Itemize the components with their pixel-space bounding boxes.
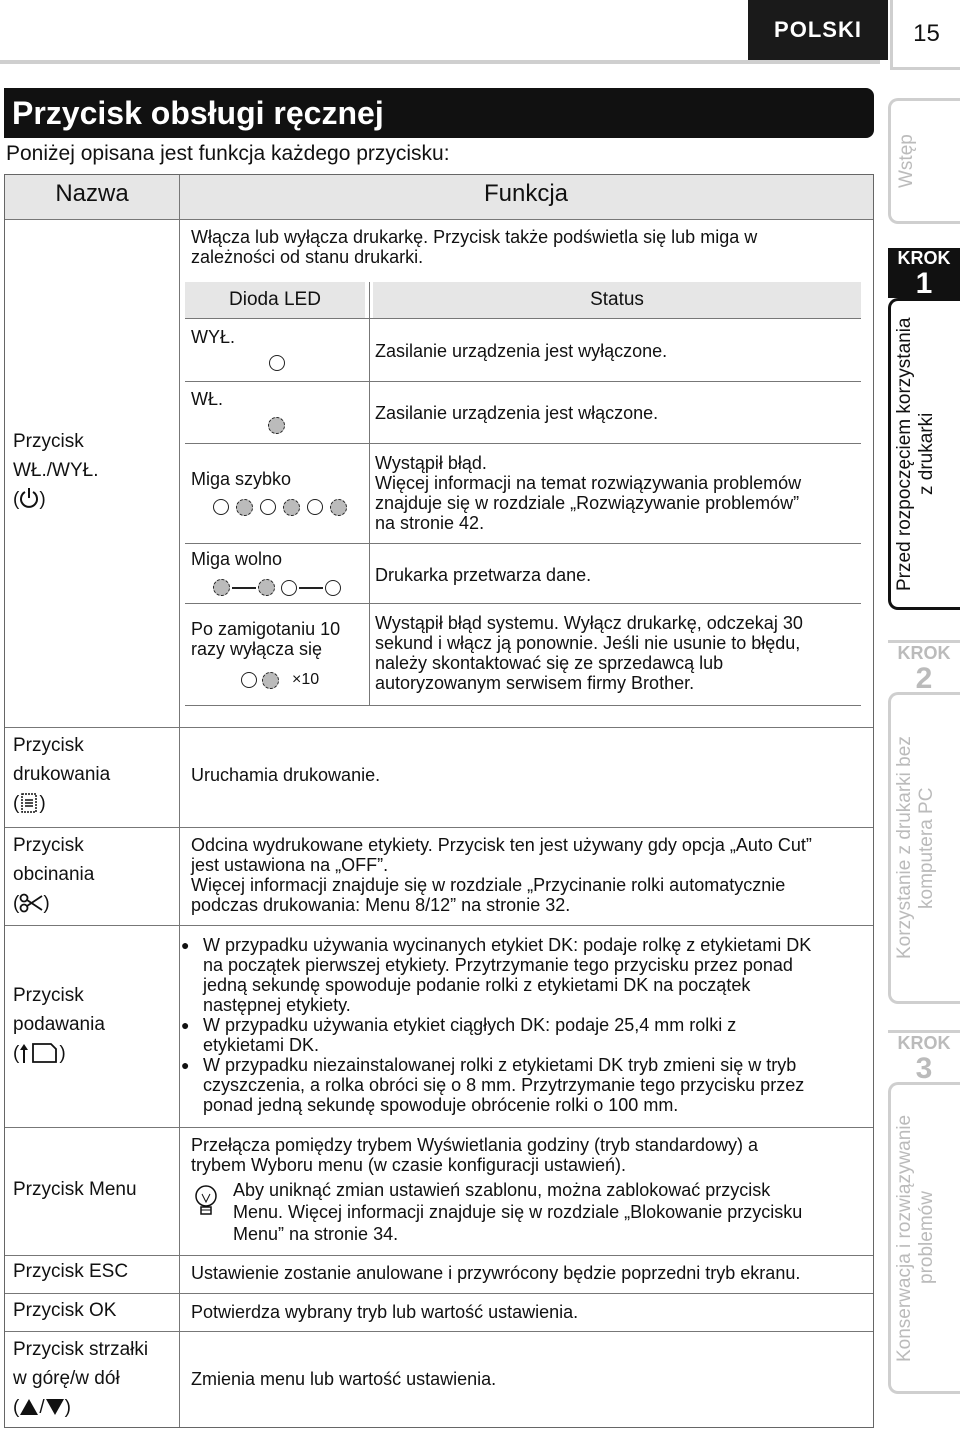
row-divider [5,1331,873,1332]
side-tab-intro-label: Wstęp [896,134,917,188]
status-line: na stronie 42. [375,513,485,533]
column-divider [179,175,180,1427]
desc-line: jest ustawiona na „OFF”. [191,855,389,875]
krok-label: KROK [897,1033,951,1053]
led-status: Zasilanie urządzenia jest włączone. [375,403,659,423]
led-rule [185,543,861,544]
col-function-header: Funkcja [483,180,569,207]
arrows-button-name [13,1335,148,1422]
bullet-line: na początek pierwszej etykiety. Przytrzymanie tego przycisku przez ponad [203,955,793,975]
status-line: Wystąpił błąd systemu. Wyłącz drukarkę, odczekaj 30 [375,613,803,633]
arrow-up-icon [19,1398,39,1416]
status-header: Status [373,282,861,318]
page-title-text: Przycisk obsługi ręcznej [12,94,384,131]
led-rule [185,443,861,444]
led-on-icon [268,417,285,439]
print-description: Uruchamia drukowanie. [191,765,381,785]
intro-text: Poniżej opisana jest funkcja każdego przycisku: [6,142,450,165]
side-tab-krok1-label [894,304,946,604]
tip-lightbulb-icon [193,1183,219,1217]
tab-line: komputera PC [916,787,937,909]
paren: ) [39,489,46,510]
paren: ) [59,1043,66,1064]
led-rule [185,705,861,706]
bullet: ● [181,1017,190,1033]
led-state: WŁ. [191,389,224,409]
esc-button-name: Przycisk ESC [13,1261,129,1282]
bullet: ● [181,1057,190,1073]
name-line: Przycisk [13,985,84,1006]
tab-line: Korzystanie z drukarki bez [894,736,915,960]
side-tab-krok3-label [894,1088,946,1388]
scissors-icon [19,893,43,913]
feed-bullet [203,1015,873,1055]
bullet-line: jedną sekundę spowoduje podanie rolki z etykietami DK na początek [203,975,751,995]
name-line: Przycisk strzałki [13,1339,149,1360]
led-line: razy wyłącza się [191,639,323,659]
ok-button-name: Przycisk OK [13,1300,117,1321]
led-status [375,453,855,533]
led-rule [185,318,861,319]
bullet-line: W przypadku używania etykiet ciągłych DK: podaje 25,4 mm rolki z [203,1015,737,1035]
tip-line: Menu” na stronie 34. [233,1224,399,1244]
paren: ( [13,793,20,814]
power-description [191,227,861,267]
arrows-description: Zmienia menu lub wartość ustawienia. [191,1369,497,1389]
button-table [4,174,874,1428]
row-divider [5,827,873,828]
paren: ( [13,1043,20,1064]
bullet: ● [181,937,190,953]
led-status [375,613,855,693]
paren: ) [43,893,50,914]
bullet-line: W przypadku niezainstalowanej rolki z etykietami DK tryb zmieni się w tryb [203,1055,797,1075]
tip-line: Menu. Więcej informacji znajduje się w rozdziale „Blokowanie przycisku [233,1202,803,1222]
desc-line: Przełącza pomiędzy trybem Wyświetlania godziny (tryb standardowy) a [191,1135,759,1155]
language-label: POLSKI [748,0,888,60]
krok3-badge [888,1030,960,1085]
name-line: podawania [13,1014,105,1035]
led-divider [369,282,370,706]
row-divider [5,925,873,926]
krok-number: 3 [915,1052,933,1085]
cut-button-name [13,831,94,918]
krok-number: 2 [915,662,933,695]
desc-line: trybem Wyboru menu (w czasie konfiguracji ustawień). [191,1155,626,1175]
feed-bullet [203,1055,873,1115]
led-state [191,619,340,659]
menu-description [191,1135,861,1175]
led-status: Drukarka przetwarza dane. [375,565,592,585]
col-name-header: Nazwa [55,180,129,207]
status-line: autoryzowanym serwisem firmy Brother. [375,673,695,693]
led-rule [185,381,861,382]
row-divider [5,727,873,728]
cut-description [191,835,871,915]
name-line: obcinania [13,864,95,885]
status-line: Więcej informacji na temat rozwiązywania problemów [375,473,802,493]
page-number: 15 [890,0,960,70]
bullet-line: ponad jedną sekundę spowoduje obrócenie rolki o 100 mm. [203,1095,679,1115]
krok-label: KROK [897,248,951,268]
krok2-badge [888,640,960,695]
menu-tip [233,1179,873,1245]
paren: ) [39,793,46,814]
feed-icon [19,1042,59,1064]
desc-line: Więcej informacji znajduje się w rozdziale „Przycinanie rolki automatycznie [191,875,786,895]
header-rule [0,60,880,64]
esc-description: Ustawienie zostanie anulowane i przywrócony będzie poprzedni tryb ekranu. [191,1263,801,1283]
status-line: należy skontaktować się ze sprzedawcą lub [375,653,724,673]
led-header: Dioda LED [185,282,365,318]
bullet-line: następnej etykiety. [203,995,351,1015]
feed-bullet [203,935,873,1015]
desc-line: zależności od stanu drukarki. [191,247,424,267]
name-icon-line [13,789,110,818]
tab-line: Konserwacja i rozwiązywanie [894,1114,915,1362]
name-line: WŁ./WYŁ. [13,460,99,481]
bullet-line: etykietami DK. [203,1035,320,1055]
times-label: ×10 [292,671,320,688]
tab-line: problemów [916,1191,937,1285]
power-button-name [13,427,99,514]
row-divider [5,1293,873,1294]
name-icon-line [13,1393,148,1422]
desc-line: Odcina wydrukowane etykiety. Przycisk ten jest używany gdy opcja „Auto Cut” [191,835,812,855]
desc-line: Włącza lub wyłącza drukarkę. Przycisk także podświetla się lub miga w [191,227,758,247]
name-line: drukowania [13,764,111,785]
tab-line: Przed rozpoczęciem korzystania [894,317,915,591]
page-title [4,88,874,138]
led-slow-blink-icon [213,579,341,596]
krok-label: KROK [897,643,951,663]
ok-description: Potwierdza wybrany tryb lub wartość ustawienia. [191,1302,579,1322]
led-off-icon [269,355,285,376]
krok1-badge [888,248,960,298]
tab-line: z drukarki [916,412,937,496]
paren: ( [13,893,20,914]
print-button-name [13,731,110,818]
bullet-line: W przypadku używania wycinanych etykiet DK: podaje rolkę z etykietami DK [203,935,812,955]
row-divider [5,1255,873,1256]
name-icon-line [13,889,94,918]
paren: ( [13,489,20,510]
row-divider [5,1127,873,1128]
feed-button-name [13,981,105,1068]
name-line: Przycisk [13,735,84,756]
side-tab-krok2-label [894,698,946,998]
led-state: WYŁ. [191,327,236,347]
desc-line: podczas drukowania: Menu 8/12” na stronie 32. [191,895,571,915]
paren: ) [64,1397,71,1418]
led-rule [185,603,861,604]
menu-button-name: Przycisk Menu [13,1179,137,1200]
krok-number: 1 [915,267,933,300]
bullet-line: czyszczenia, a rolka obróci się o 8 mm. Przytrzymanie tego przycisku przez [203,1075,805,1095]
led-line: Po zamigotaniu 10 [191,619,341,639]
led-status: Zasilanie urządzenia jest wyłączone. [375,341,668,361]
row-divider [5,219,873,220]
arrow-down-icon [45,1398,65,1416]
print-icon [19,793,39,813]
tip-line: Aby uniknąć zmian ustawień szablonu, można zablokować przycisk [233,1180,771,1200]
led-fast-blink-icon [213,499,347,516]
led-blink-10-icon [241,671,319,689]
led-state: Miga wolno [191,549,283,569]
status-line: Wystąpił błąd. [375,453,487,473]
power-icon [19,487,39,509]
slash: / [39,1397,45,1418]
name-line: Przycisk [13,431,84,452]
status-line: sekund i włącz ją ponownie. Jeśli nie usunie to błędu, [375,633,801,653]
status-line: znajduje się w rozdziale „Rozwiązywanie problemów” [375,493,800,513]
led-state: Miga szybko [191,469,292,489]
name-line: w górę/w dół [13,1368,120,1389]
paren: ( [13,1397,20,1418]
name-icon-line [13,485,99,514]
name-line: Przycisk [13,835,84,856]
name-icon-line [13,1039,105,1068]
